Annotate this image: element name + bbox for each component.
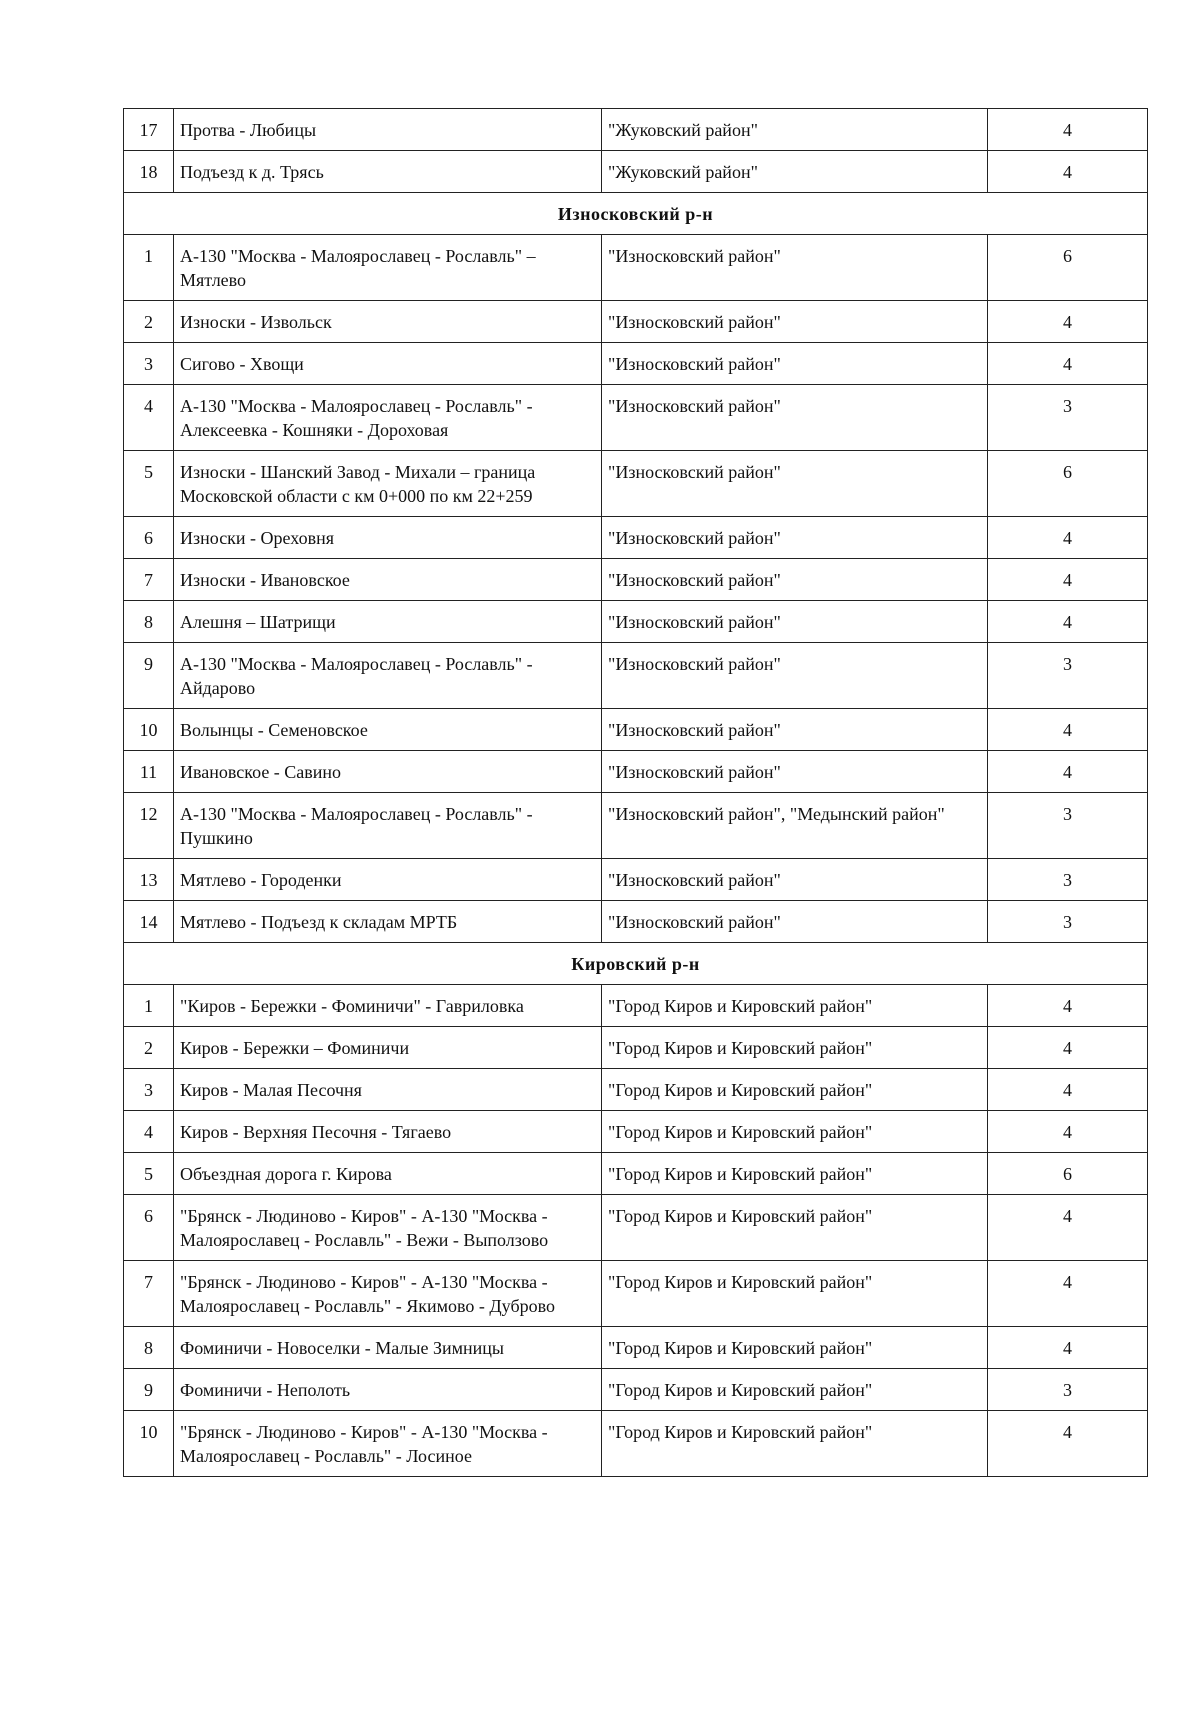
- row-number-cell: 7: [124, 1261, 174, 1327]
- row-number-cell: 5: [124, 451, 174, 517]
- road-name-cell: Волынцы - Семеновское: [174, 709, 602, 751]
- table-row: [124, 709, 1148, 751]
- row-number-cell: 4: [124, 385, 174, 451]
- row-number-cell: 10: [124, 1411, 174, 1477]
- category-cell: 4: [988, 1261, 1148, 1327]
- table-row: [124, 301, 1148, 343]
- category-cell: 4: [988, 1327, 1148, 1369]
- owner-cell: "Износковский район": [602, 601, 988, 643]
- road-name-cell: Подъезд к д. Трясь: [174, 151, 602, 193]
- road-name-cell: Киров - Бережки – Фоминичи: [174, 1027, 602, 1069]
- owner-cell: "Износковский район": [602, 709, 988, 751]
- category-cell: 6: [988, 451, 1148, 517]
- table-row: [124, 601, 1148, 643]
- road-name-cell: Износки - Извольск: [174, 301, 602, 343]
- category-cell: 3: [988, 1369, 1148, 1411]
- category-cell: 4: [988, 1111, 1148, 1153]
- table-row: [124, 451, 1148, 517]
- road-name-cell: Износки - Ореховня: [174, 517, 602, 559]
- table-row: [124, 1111, 1148, 1153]
- section-header-row: [124, 193, 1148, 235]
- table-row: [124, 1261, 1148, 1327]
- row-number-cell: 7: [124, 559, 174, 601]
- table-row: [124, 151, 1148, 193]
- category-cell: 4: [988, 517, 1148, 559]
- section-title: Износковский р-н: [124, 193, 1148, 235]
- road-name-cell: Киров - Верхняя Песочня - Тягаево: [174, 1111, 602, 1153]
- row-number-cell: 12: [124, 793, 174, 859]
- row-number-cell: 10: [124, 709, 174, 751]
- road-name-cell: Объездная дорога г. Кирова: [174, 1153, 602, 1195]
- section-header-row: [124, 943, 1148, 985]
- owner-cell: "Город Киров и Кировский район": [602, 985, 988, 1027]
- table-row: [124, 517, 1148, 559]
- road-name-cell: Ивановское - Савино: [174, 751, 602, 793]
- category-cell: 6: [988, 235, 1148, 301]
- road-name-cell: Мятлево - Подъезд к складам МРТБ: [174, 901, 602, 943]
- owner-cell: "Износковский район": [602, 901, 988, 943]
- row-number-cell: 17: [124, 109, 174, 151]
- row-number-cell: 2: [124, 1027, 174, 1069]
- owner-cell: "Износковский район": [602, 751, 988, 793]
- row-number-cell: 3: [124, 1069, 174, 1111]
- table-row: [124, 559, 1148, 601]
- road-name-cell: Мятлево - Городенки: [174, 859, 602, 901]
- category-cell: 4: [988, 709, 1148, 751]
- owner-cell: "Город Киров и Кировский район": [602, 1411, 988, 1477]
- category-cell: 3: [988, 793, 1148, 859]
- owner-cell: "Город Киров и Кировский район": [602, 1261, 988, 1327]
- road-name-cell: "Брянск - Людиново - Киров" - А-130 "Москва - Малоярославец - Рославль" - Лосиное: [174, 1411, 602, 1477]
- category-cell: 4: [988, 751, 1148, 793]
- row-number-cell: 6: [124, 1195, 174, 1261]
- row-number-cell: 2: [124, 301, 174, 343]
- row-number-cell: 9: [124, 1369, 174, 1411]
- owner-cell: "Износковский район": [602, 301, 988, 343]
- category-cell: 4: [988, 1195, 1148, 1261]
- owner-cell: "Город Киров и Кировский район": [602, 1153, 988, 1195]
- owner-cell: "Износковский район", "Медынский район": [602, 793, 988, 859]
- table-row: [124, 1069, 1148, 1111]
- category-cell: 3: [988, 643, 1148, 709]
- table-row: [124, 751, 1148, 793]
- row-number-cell: 1: [124, 235, 174, 301]
- category-cell: 4: [988, 109, 1148, 151]
- road-name-cell: Износки - Ивановское: [174, 559, 602, 601]
- row-number-cell: 18: [124, 151, 174, 193]
- table-row: [124, 1411, 1148, 1477]
- road-name-cell: "Брянск - Людиново - Киров" - А-130 "Москва - Малоярославец - Рославль" - Якимово - Дуброво: [174, 1261, 602, 1327]
- owner-cell: "Город Киров и Кировский район": [602, 1111, 988, 1153]
- road-name-cell: "Киров - Бережки - Фоминичи" - Гавриловка: [174, 985, 602, 1027]
- owner-cell: "Жуковский район": [602, 109, 988, 151]
- row-number-cell: 9: [124, 643, 174, 709]
- road-name-cell: А-130 "Москва - Малоярославец - Рославль" - Айдарово: [174, 643, 602, 709]
- category-cell: 4: [988, 301, 1148, 343]
- table-row: [124, 343, 1148, 385]
- road-name-cell: "Брянск - Людиново - Киров" - А-130 "Москва - Малоярославец - Рославль" - Вежи - Выползово: [174, 1195, 602, 1261]
- owner-cell: "Износковский район": [602, 235, 988, 301]
- category-cell: 4: [988, 1411, 1148, 1477]
- owner-cell: "Город Киров и Кировский район": [602, 1327, 988, 1369]
- road-name-cell: Киров - Малая Песочня: [174, 1069, 602, 1111]
- row-number-cell: 8: [124, 1327, 174, 1369]
- category-cell: 4: [988, 559, 1148, 601]
- table-row: [124, 1153, 1148, 1195]
- category-cell: 3: [988, 859, 1148, 901]
- owner-cell: "Износковский район": [602, 859, 988, 901]
- owner-cell: "Жуковский район": [602, 151, 988, 193]
- owner-cell: "Износковский район": [602, 385, 988, 451]
- owner-cell: "Город Киров и Кировский район": [602, 1195, 988, 1261]
- road-name-cell: Фоминичи - Неполоть: [174, 1369, 602, 1411]
- table-row: [124, 643, 1148, 709]
- section-title: Кировский р-н: [124, 943, 1148, 985]
- category-cell: 4: [988, 985, 1148, 1027]
- table-row: [124, 1195, 1148, 1261]
- owner-cell: "Износковский район": [602, 643, 988, 709]
- owner-cell: "Износковский район": [602, 451, 988, 517]
- category-cell: 4: [988, 343, 1148, 385]
- row-number-cell: 6: [124, 517, 174, 559]
- table-row: [124, 1027, 1148, 1069]
- row-number-cell: 4: [124, 1111, 174, 1153]
- table-row: [124, 235, 1148, 301]
- owner-cell: "Износковский район": [602, 343, 988, 385]
- road-name-cell: А-130 "Москва - Малоярославец - Рославль" - Пушкино: [174, 793, 602, 859]
- row-number-cell: 5: [124, 1153, 174, 1195]
- owner-cell: "Износковский район": [602, 517, 988, 559]
- roads-table-body: [124, 109, 1148, 1477]
- category-cell: 4: [988, 151, 1148, 193]
- category-cell: 6: [988, 1153, 1148, 1195]
- owner-cell: "Город Киров и Кировский район": [602, 1027, 988, 1069]
- owner-cell: "Город Киров и Кировский район": [602, 1069, 988, 1111]
- road-name-cell: Сигово - Хвощи: [174, 343, 602, 385]
- row-number-cell: 13: [124, 859, 174, 901]
- row-number-cell: 3: [124, 343, 174, 385]
- row-number-cell: 8: [124, 601, 174, 643]
- row-number-cell: 11: [124, 751, 174, 793]
- category-cell: 4: [988, 1069, 1148, 1111]
- table-row: [124, 109, 1148, 151]
- category-cell: 4: [988, 601, 1148, 643]
- row-number-cell: 1: [124, 985, 174, 1027]
- road-name-cell: А-130 "Москва - Малоярославец - Рославль" - Алексеевка - Кошняки - Дороховая: [174, 385, 602, 451]
- road-name-cell: Фоминичи - Новоселки - Малые Зимницы: [174, 1327, 602, 1369]
- category-cell: 3: [988, 901, 1148, 943]
- owner-cell: "Износковский район": [602, 559, 988, 601]
- road-name-cell: Протва - Любицы: [174, 109, 602, 151]
- road-name-cell: Алешня – Шатрищи: [174, 601, 602, 643]
- roads-table: [123, 108, 1148, 1477]
- table-row: [124, 1327, 1148, 1369]
- road-name-cell: Износки - Шанский Завод - Михали – граница Московской области с км 0+000 по км 22+259: [174, 451, 602, 517]
- category-cell: 4: [988, 1027, 1148, 1069]
- owner-cell: "Город Киров и Кировский район": [602, 1369, 988, 1411]
- road-name-cell: А-130 "Москва - Малоярославец - Рославль" – Мятлево: [174, 235, 602, 301]
- table-row: [124, 985, 1148, 1027]
- table-row: [124, 1369, 1148, 1411]
- row-number-cell: 14: [124, 901, 174, 943]
- category-cell: 3: [988, 385, 1148, 451]
- table-row: [124, 793, 1148, 859]
- table-row: [124, 385, 1148, 451]
- table-row: [124, 901, 1148, 943]
- table-row: [124, 859, 1148, 901]
